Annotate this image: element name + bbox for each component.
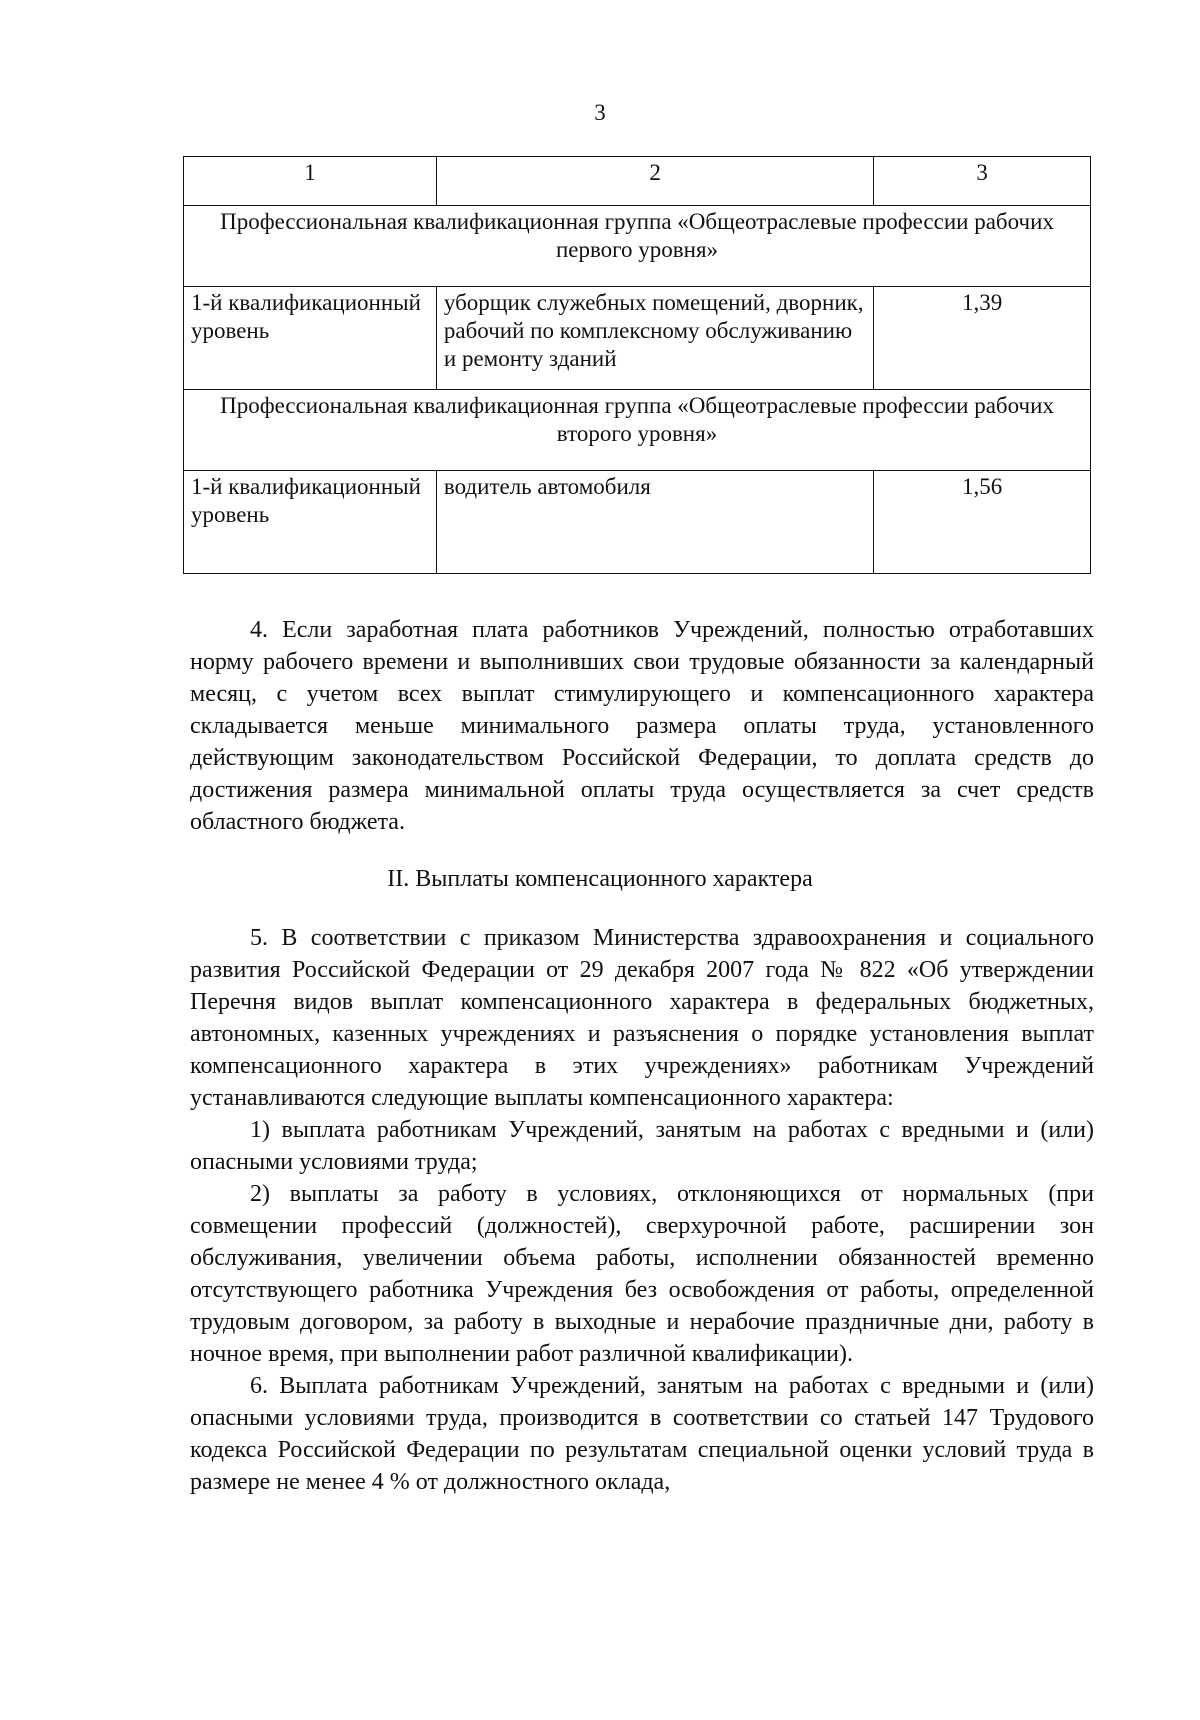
group-title-second-level: Профессиональная квалификационная группа «Общеотраслевые профессии рабочих второго уровня»: [184, 390, 1091, 471]
table-header-cell-1: 1: [184, 157, 437, 206]
section-heading: II. Выплаты компенсационного характера: [387, 866, 813, 892]
positions-cell: уборщик служебных помещений, дворник, рабочий по комплексному обслуживанию и ремонту зданий: [436, 287, 873, 390]
group-title-first-level: Профессиональная квалификационная группа «Общеотраслевые профессии рабочих первого уровня»: [184, 206, 1091, 287]
qualification-level-cell: 1-й квалификационный уровень: [184, 471, 437, 574]
qualification-table: [183, 156, 1091, 574]
paragraph-5: 5. В соответствии с приказом Министерства здравоохранения и социального развития Российской Федерации от 29 декабря 2007 года № 822 «Об утверждении Перечня видов выплат компенсационного характера в федеральных бюджетных, автономных, казенных учреждениях и разъяснения о порядке установления выплат компенсационного характера в этих учреждениях» работникам Учреждений устанавливаются следующие выплаты компенсационного характера:: [190, 925, 1094, 1111]
table-group-row: [184, 206, 1091, 287]
paragraph-4-block: [190, 614, 1094, 838]
qualification-level-cell: 1-й квалификационный уровень: [184, 287, 437, 390]
paragraph-6: 6. Выплата работникам Учреждений, занятым на работах с вредными и (или) опасными условиями труда, производится в соответствии со статьей 147 Трудового кодекса Российской Федерации по результатам специальной оценки условий труда в размере не менее 4 % от должностного оклада,: [190, 1373, 1094, 1495]
table-row: [184, 471, 1091, 574]
page-number: 3: [594, 100, 606, 125]
table-group-row: [184, 390, 1091, 471]
paragraphs-5-6-block: [190, 922, 1094, 1498]
list-item-1: 1) выплата работникам Учреждений, занятым на работах с вредными и (или) опасными условиями труда;: [190, 1117, 1094, 1175]
positions-cell: водитель автомобиля: [436, 471, 873, 574]
coefficient-cell: 1,39: [874, 287, 1091, 390]
coefficient-cell: 1,56: [874, 471, 1091, 574]
table-row: [184, 287, 1091, 390]
list-item-2: 2) выплаты за работу в условиях, отклоняющихся от нормальных (при совмещении профессий (должностей), сверхурочной работе, расширении зон обслуживания, увеличении объема работы, исполнении обязанностей временно отсутствующего работника Учреждения без освобождения от работы, определенной трудовым договором, за работу в выходные и нерабочие праздничные дни, работу в ночное время, при выполнении работ различной квалификации).: [190, 1181, 1094, 1367]
table-header-cell-3: 3: [874, 157, 1091, 206]
table-header-cell-2: 2: [436, 157, 873, 206]
table-header-row: [184, 157, 1091, 206]
paragraph-4: 4. Если заработная плата работников Учреждений, полностью отработавших норму рабочего времени и выполнивших свои трудовые обязанности за календарный месяц, с учетом всех выплат стимулирующего и компенсационного характера складывается меньше минимального размера оплаты труда, установленного действующим законодательством Российской Федерации, то доплата средств до достижения размера минимальной оплаты труда осуществляется за счет средств областного бюджета.: [190, 617, 1094, 835]
